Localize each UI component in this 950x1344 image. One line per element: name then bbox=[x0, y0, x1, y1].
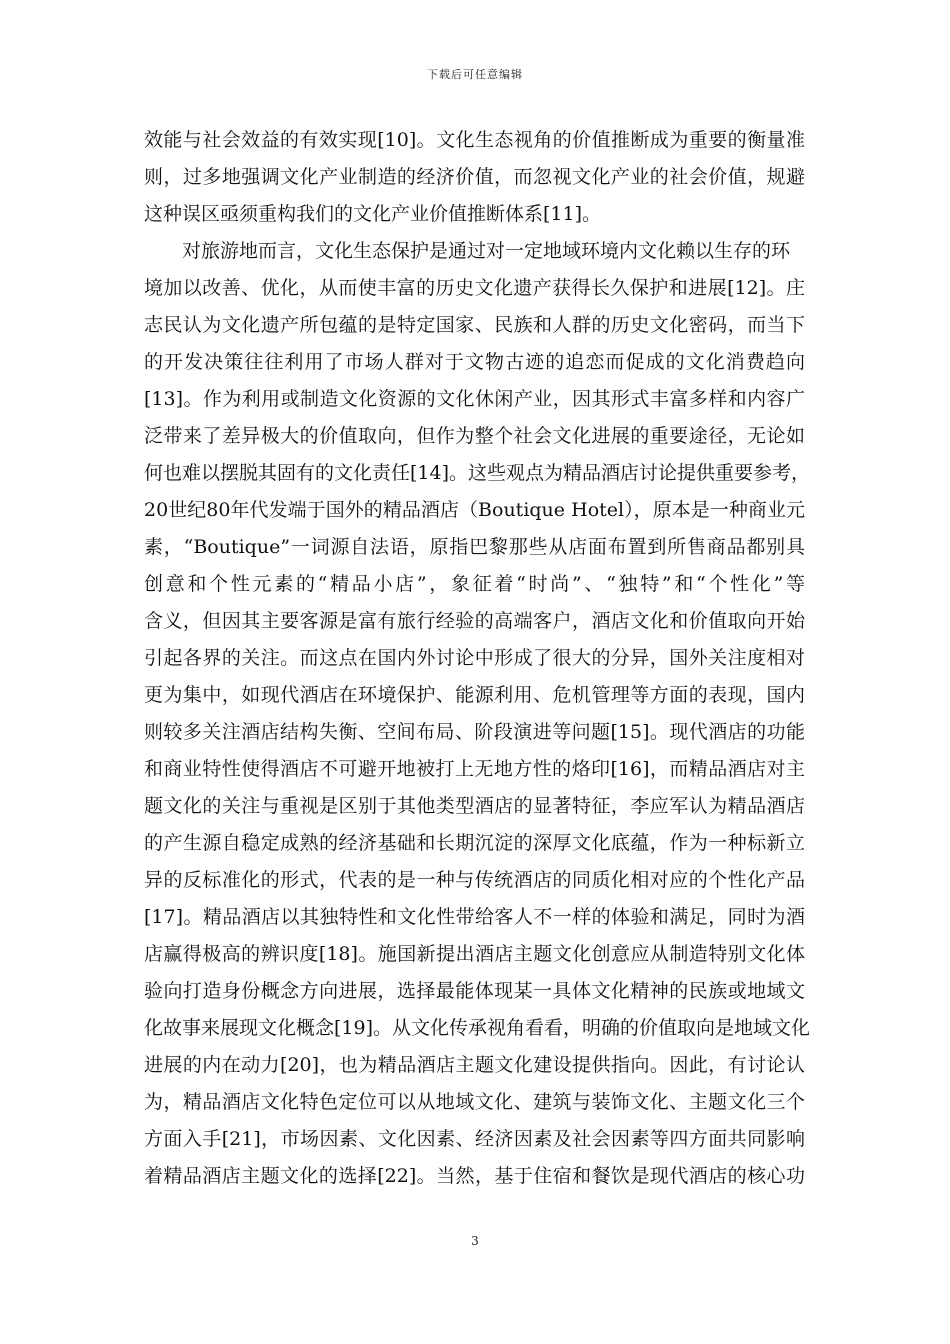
text-line: 方面入手[21]，市场因素、文化因素、经济因素及社会因素等四方面共同影响 bbox=[144, 1128, 805, 1150]
text-line: [13]。作为利用或制造文化资源的文化休闲产业，因其形式丰富多样和内容广 bbox=[144, 388, 805, 410]
text-line: 泛带来了差异极大的价值取向，但作为整个社会文化进展的重要途径，无论如 bbox=[144, 425, 805, 447]
text-line: 更为集中，如现代酒店在环境保护、能源利用、危机管理等方面的表现，国内 bbox=[144, 684, 805, 706]
text-line: 题文化的关注与重视是区别于其他类型酒店的显著特征，李应军认为精品酒店 bbox=[144, 795, 805, 817]
text-line: 志民认为文化遗产所包蕴的是特定国家、民族和人群的历史文化密码，而当下 bbox=[144, 314, 805, 336]
text-line: 20世纪80年代发端于国外的精品酒店（Boutique Hotel），原本是一种商业元 bbox=[144, 499, 805, 521]
text-line: 异的反标准化的形式，代表的是一种与传统酒店的同质化相对应的个性化产品 bbox=[144, 869, 805, 891]
text-line: 何也难以摆脱其固有的文化责任[14]。这些观点为精品酒店讨论提供重要参考， bbox=[144, 462, 811, 484]
text-line: 境加以改善、优化，从而使丰富的历史文化遗产获得长久保护和进展[12]。庄 bbox=[144, 277, 805, 299]
text-line: 素，“Boutique”一词源自法语，原指巴黎那些从店面布置到所售商品都别具 bbox=[144, 536, 805, 558]
text-line: 店赢得极高的辨识度[18]。施国新提出酒店主题文化创意应从制造特别文化体 bbox=[144, 943, 805, 965]
page-header: 下载后可任意编辑 bbox=[427, 68, 523, 81]
page-number: 3 bbox=[471, 1234, 479, 1248]
text-line: 验向打造身份概念方向进展，选择最能体现某一具体文化精神的民族或地域文 bbox=[144, 980, 805, 1002]
text-line: 的产生源自稳定成熟的经济基础和长期沉淀的深厚文化底蕴，作为一种标新立 bbox=[144, 832, 805, 854]
text-line: 的开发决策往往利用了市场人群对于文物古迹的追恋而促成的文化消费趋向 bbox=[144, 351, 805, 373]
text-line: 着精品酒店主题文化的选择[22]。当然，基于住宿和餐饮是现代酒店的核心功 bbox=[144, 1165, 805, 1187]
text-line: 含义，但因其主要客源是富有旅行经验的高端客户，酒店文化和价值取向开始 bbox=[144, 610, 805, 632]
text-line: 则，过多地强调文化产业制造的经济价值，而忽视文化产业的社会价值，规避 bbox=[144, 166, 805, 188]
text-line: 创意和个性元素的“精品小店”，象征着“时尚”、“独特”和“个性化”等 bbox=[144, 573, 805, 595]
text-line: 化故事来展现文化概念[19]。从文化传承视角看看，明确的价值取向是地域文化 bbox=[144, 1017, 811, 1039]
text-line: 这种误区亟须重构我们的文化产业价值推断体系[11]。 bbox=[144, 203, 602, 225]
text-line: 则较多关注酒店结构失衡、空间布局、阶段演进等问题[15]。现代酒店的功能 bbox=[144, 721, 805, 743]
text-line: 对旅游地而言，文化生态保护是通过对一定地域环境内文化赖以生存的环 bbox=[182, 240, 791, 262]
text-line: 为，精品酒店文化特色定位可以从地域文化、建筑与装饰文化、主题文化三个 bbox=[144, 1091, 805, 1113]
text-line: 进展的内在动力[20]，也为精品酒店主题文化建设提供指向。因此，有讨论认 bbox=[144, 1054, 805, 1076]
text-line: 引起各界的关注。而这点在国内外讨论中形成了很大的分异，国外关注度相对 bbox=[144, 647, 805, 669]
text-line: 和商业特性使得酒店不可避开地被打上无地方性的烙印[16]，而精品酒店对主 bbox=[144, 758, 805, 780]
text-line: [17]。精品酒店以其独特性和文化性带给客人不一样的体验和满足，同时为酒 bbox=[144, 906, 805, 928]
text-line: 效能与社会效益的有效实现[10]。文化生态视角的价值推断成为重要的衡量准 bbox=[144, 129, 805, 151]
